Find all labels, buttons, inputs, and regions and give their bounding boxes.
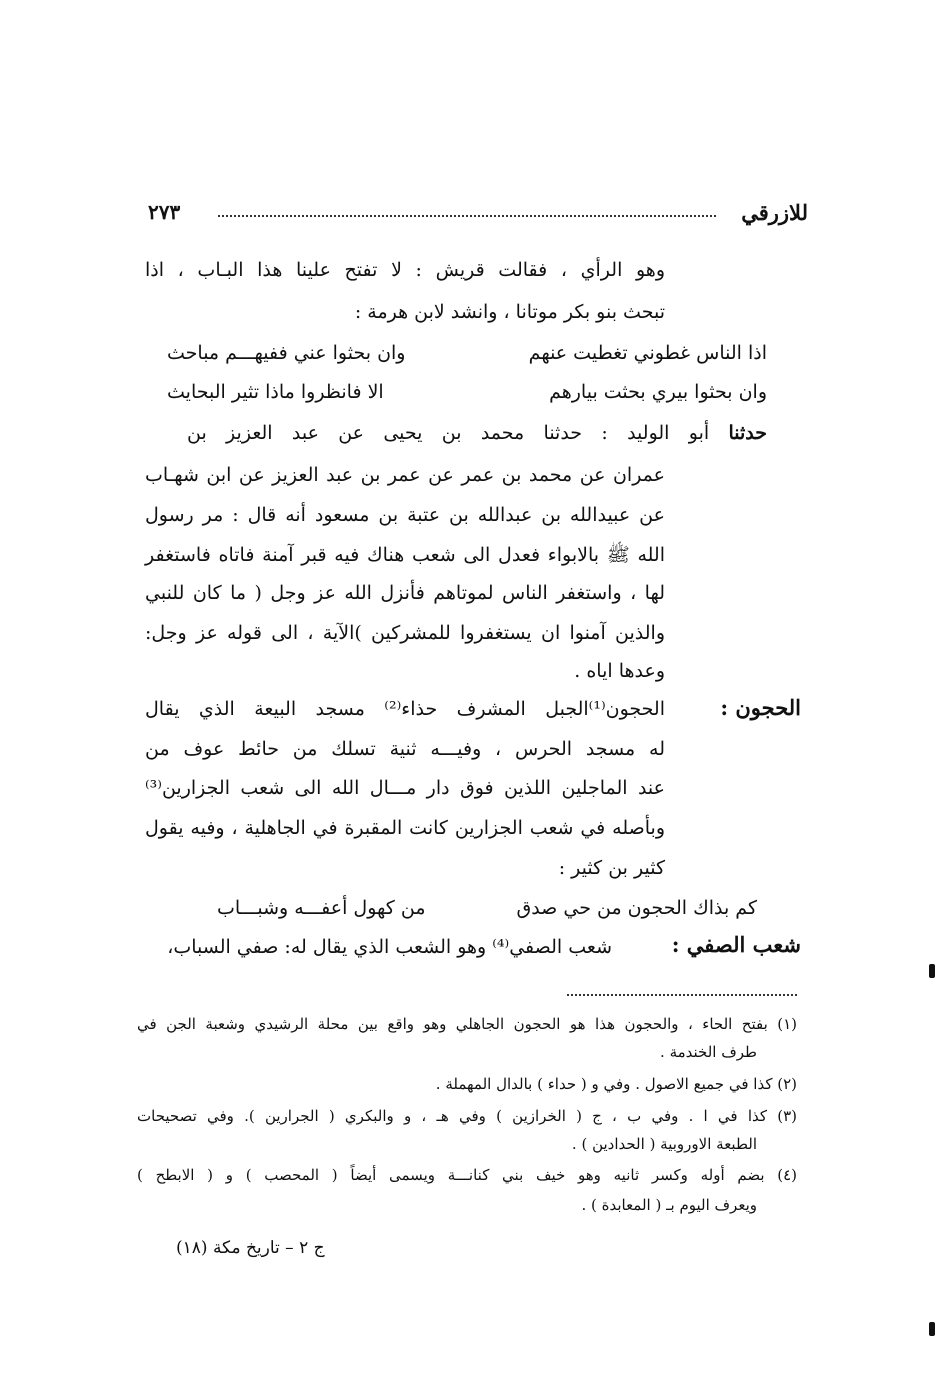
footnote-1-line: (١) بفتح الحاء ، والحجون هذا هو الحجون الجاهلي وهو واقع بين محلة الرشيدي وشعبة الجن في (137, 1015, 797, 1033)
footnote-separator (567, 994, 797, 996)
running-header (148, 200, 808, 230)
text-line: الحجون⁽¹⁾الجبل المشرف حذاء⁽²⁾ مسجد البيعة الذي يقال (145, 698, 666, 720)
hadith-first-line (187, 418, 767, 448)
entry-term-shab-safi: شعب الصفي : (671, 932, 801, 957)
entry-term-hajun: الحجون : (720, 695, 801, 720)
footnote-3-line: (٣) كذا في ا . وفي ب ، ج ( الخرازين ) وفي هـ ، و والبكري ( الجرارين ). وفي تصحيحات (137, 1107, 797, 1125)
footnote-4-line: ويعرف اليوم بـ ( المعابدة ) . (581, 1196, 757, 1214)
text-line: لها ، واستغفر الناس لموتاهم فأنزل الله عز وجل ( ما كان للنبي (145, 582, 665, 604)
header-dotted-rule (218, 215, 716, 217)
header-title: للازرقي (741, 200, 808, 225)
scan-edge-mark (929, 1322, 935, 1336)
text-line: وبأصله في شعب الجزارين كانت المقبرة في الجاهلية ، وفيه يقول (145, 817, 665, 839)
verse-hemistich-left: من كهول أعفـــه وشبـــاب (217, 897, 426, 919)
text-line: عمران عن محمد بن عمر عن عمر بن عبد العزيز عن ابن شهـاب (145, 464, 665, 486)
footnote-4-line: (٤) بضم أوله وكسر ثانيه وهو خيف بني كنانـــة ويسمى أيضاً ( المحصب ) و ( الابطح ) (137, 1166, 797, 1184)
hadith-first-text: أبو الوليد : حدثنا محمد بن يحيى عن عبد العزيز بن (187, 422, 710, 444)
text-line: كثير بن كثير : (558, 857, 665, 879)
text-line: له مسجد الحرس ، وفيـــه ثنية تسلك من حائط عوف من (145, 738, 665, 760)
verse-hemistich-left: وان بحثوا عني ففيهـــم مباحث (167, 342, 406, 364)
scan-edge-mark (929, 964, 935, 978)
footnote-1-line: طرف الخندمة . (660, 1043, 757, 1061)
text-line: عن عبيدالله بن عبدالله بن عتبة بن مسعود أنه قال : مر رسول (145, 504, 665, 526)
footnote-3-line: الطبعة الاوروبية ( الحدادين ) . (571, 1135, 757, 1153)
verse-hemistich-left: الا فانظروا ماذا تثير البحايث (167, 381, 384, 403)
verse-hemistich-right: اذا الناس غطوني تغطيت عنهم (528, 342, 767, 364)
footnote-2-line: (٢) كذا في جميع الاصول . وفي و ( حداء ) بالدال المهملة . (435, 1075, 797, 1093)
verse-hemistich-right: وان بحثوا بيري بحثت بيارهم (549, 381, 767, 403)
text-line: تبحث بنو بكر موتانا ، وانشد لابن هرمة : (354, 301, 665, 323)
verse-hemistich-right: كم بذاك الحجون من حي صدق (516, 897, 757, 919)
hadith-lead-word: حدثنا (728, 422, 767, 444)
text-line: عند الماجلين اللذين فوق دار مـــال الله الى شعب الجزارين⁽³⁾ (145, 777, 665, 799)
text-line: شعب الصفي⁽⁴⁾ وهو الشعب الذي يقال له: صفي السباب، (167, 936, 612, 958)
page-number: ٢٧٣ (148, 200, 181, 224)
text-line: والذين آمنوا ان يستغفروا للمشركين )الآية ، الى قوله عز وجل: (145, 622, 665, 644)
text-line: وهو الرأي ، فقالت قريش : لا تفتح علينا هذا البـاب ، اذا (145, 259, 665, 281)
signature-mark: ج ٢ – تاريخ مكة (١٨) (176, 1238, 325, 1258)
text-line: الله ﷺ بالابواء فعدل الى شعب هناك فيه قبر آمنة فاتاه فاستغفر (145, 544, 665, 566)
text-line: وعدها اياه . (574, 660, 665, 682)
